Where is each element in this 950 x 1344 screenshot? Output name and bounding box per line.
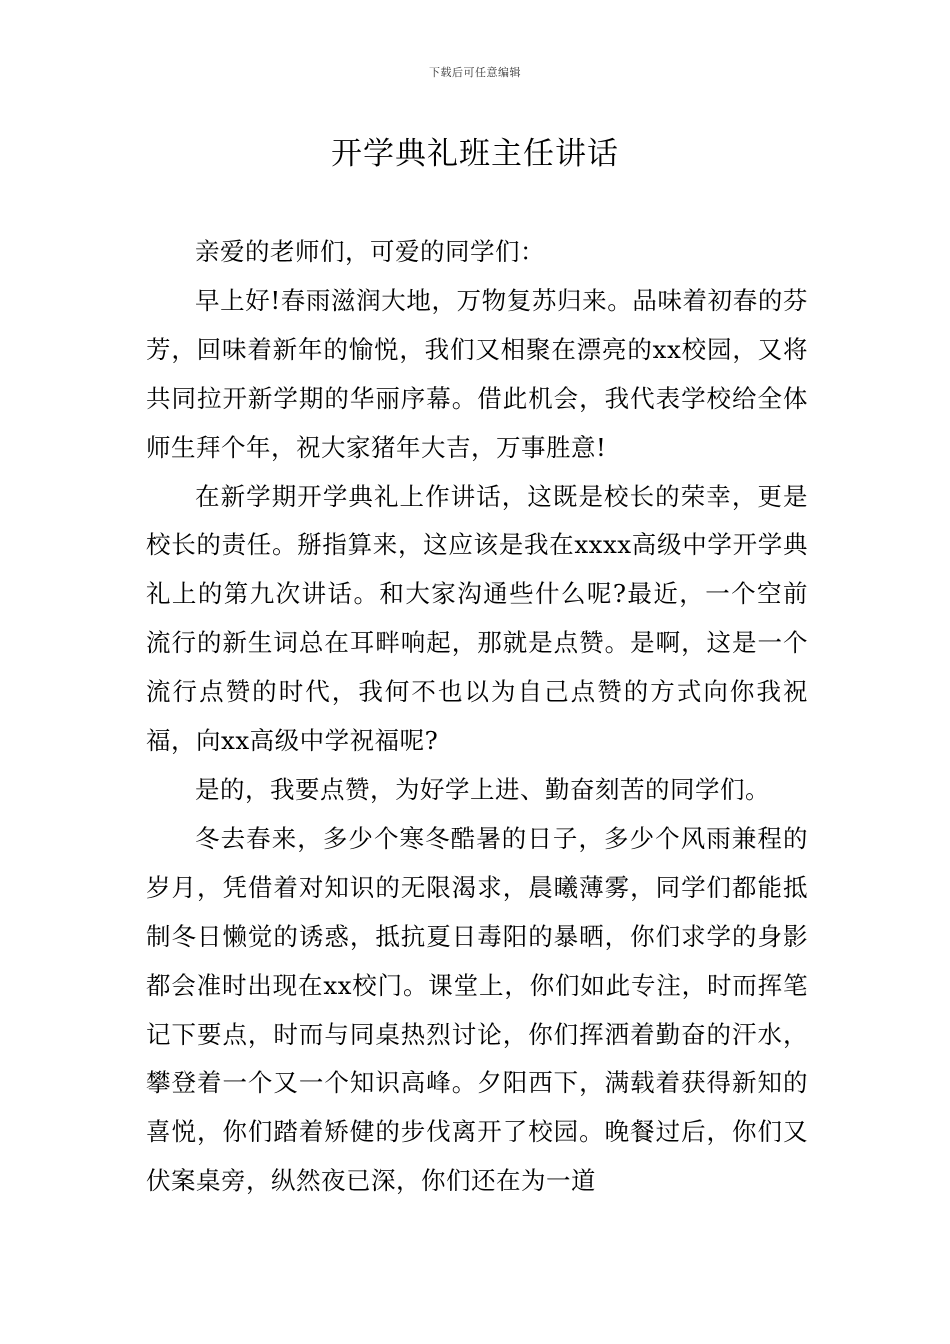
paragraph: 是的，我要点赞，为好学上进、勤奋刻苦的同学们。 bbox=[195, 774, 770, 804]
document-title: 开学典礼班主任讲话 bbox=[331, 136, 619, 172]
paragraph: 早上好!春雨滋润大地，万物复苏归来。品味着初春的芬芳，回味着新年的愉悦，我们又相聚在漂亮的xx校园，又将共同拉开新学期的华丽序幕。借此机会，我代表学校给全体师生拜个年，祝大家猪年大吉，万事胜意! bbox=[146, 285, 808, 462]
paragraph-greeting: 亲爱的老师们，可爱的同学们： bbox=[195, 237, 545, 266]
document-body bbox=[146, 228, 808, 1206]
paragraph: 在新学期开学典礼上作讲话，这既是校长的荣幸，更是校长的责任。掰指算来，这应该是我在xxxx高级中学开学典礼上的第九次讲话。和大家沟通些什么呢?最近，一个空前流行的新生词总在耳畔响起，那就是点赞。是啊，这是一个流行点赞的时代，我何不也以为自己点赞的方式向你我祝福，向xx高级中学祝福呢? bbox=[146, 481, 808, 756]
header-note: 下载后可任意编辑 bbox=[429, 66, 521, 79]
paragraph: 冬去春来，多少个寒冬酷暑的日子，多少个风雨兼程的岁月，凭借着对知识的无限渴求，晨曦薄雾，同学们都能抵制冬日懒觉的诱惑，抵抗夏日毒阳的暴晒，你们求学的身影都会准时出现在xx校门。课堂上，你们如此专注，时而挥笔记下要点，时而与同桌热烈讨论，你们挥洒着勤奋的汗水，攀登着一个又一个知识高峰。夕阳西下，满载着获得新知的喜悦，你们踏着矫健的步伐离开了校园。晚餐过后，你们又伏案桌旁，纵然夜已深，你们还在为一道 bbox=[146, 823, 808, 1196]
